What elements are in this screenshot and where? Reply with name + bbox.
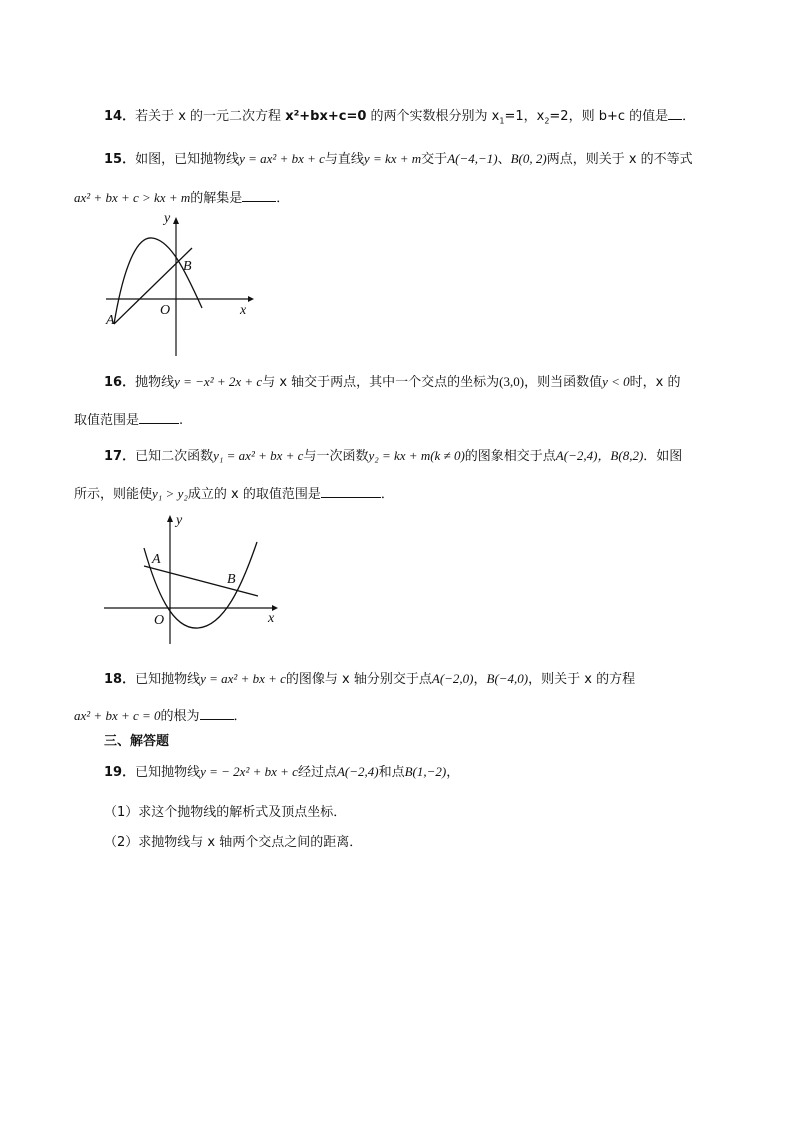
question-15 [104,150,693,169]
q17-text-5: 所示，则能使 [74,487,153,502]
q19-subquestion-2: （2）求抛物线与 x 轴两个交点之间的距离． [104,835,363,850]
question-number: 14． [104,109,136,124]
q18-point-a: A(−2,0) [431,671,474,686]
q19-text-1: 已知抛物线 [135,765,201,780]
origin-label: O [154,613,165,628]
q17-figure [100,510,290,654]
answer-blank [242,189,276,202]
question-16-continued [74,411,183,430]
q18-text-4: ，则关于 x 的方程 [528,672,636,687]
q16-point: (3,0) [499,374,525,389]
q17-text-6: 成立的 x 的取值范围是 [187,487,321,502]
q15-text-3: 交于 [421,152,448,167]
x-axis-label: x [268,611,275,626]
q16-text-3: ，则当函数值 [524,375,603,390]
q16-text-4: 时，x 的 [629,375,681,390]
question-14 [104,107,695,126]
q15-text-4: 、 [497,152,511,167]
question-18-continued [74,707,247,726]
q15-text-1: 如图，已知抛物线 [135,152,240,167]
q15-text-2: 与直线 [324,152,364,167]
q16-formula: y = −x² + 2x + c [174,374,263,389]
straight-line [144,566,258,596]
point-b-label: B [227,572,236,587]
q14-text-4: =2，则 b+c 的值是 [549,109,669,124]
q16-text-1: 抛物线 [135,375,175,390]
answer-blank [139,411,179,424]
question-number: 19． [104,765,136,780]
q16-text-2: 与 x 轴交于两点，其中一个交点的坐标为 [262,375,500,390]
q15-point-b: B(0, 2) [510,151,547,166]
question-17-continued [74,485,394,504]
q15-text-6: 的解集是 [190,191,243,206]
q18-formula: y = ax² + bx + c [200,671,286,686]
straight-line [114,248,192,324]
q17-formula-linear: y₂ = kx + m(k ≠ 0) [368,448,465,463]
q19-point-a: A(−2,4) [336,764,379,779]
q18-text-1: 已知抛物线 [135,672,201,687]
q19-subquestion-1: （1）求这个抛物线的解析式及顶点坐标． [104,805,347,820]
q18-text-2: 的图像与 x 轴分别交于点 [285,672,432,687]
point-b-label: B [183,259,192,274]
q17-text-2: 与一次函数 [303,449,369,464]
q14-text-3: =1，x [504,109,545,124]
q15-point-a: A(−4,−1) [447,151,498,166]
point-a-label: A [106,313,115,328]
question-number: 17． [104,449,136,464]
question-19 [104,763,459,782]
x-axis-label: x [240,303,247,318]
q19-text-4: ， [446,765,460,780]
answer-blank [668,107,682,120]
q14-sub-2: 2 [544,116,550,126]
q19-point-b: B(1,−2) [404,764,447,779]
origin-label: O [160,303,171,318]
x-axis-arrow [248,296,254,302]
q14-sub-1: 1 [499,116,505,126]
q17-text-4: ．如图 [643,449,683,464]
q18-point-b: B(−4,0) [486,671,529,686]
q15-inequality: ax² + bx + c > kx + m [74,190,191,205]
q15-formula-line: y = kx + m [363,151,422,166]
q15-figure [100,210,260,364]
q15-text-7: ． [276,191,290,206]
y-axis-arrow [167,515,173,522]
q15-text-5: 两点，则关于 x 的不等式 [546,152,693,167]
answer-blank [200,707,234,720]
q19-text-3: 和点 [378,765,405,780]
q19-formula: y = − 2x² + bx + c [200,764,298,779]
q14-text-2: 的两个实数根分别为 x [366,109,500,124]
question-18 [104,670,635,689]
q17-text-7: ． [380,487,394,502]
q14-text-5: ． [682,109,696,124]
q16-text-6: . [179,413,184,428]
y-axis-label: y [164,211,171,226]
q16-text-5: 取值范围是 [74,413,140,428]
question-number: 15． [104,152,136,167]
question-15-continued [74,189,289,208]
q17-text-1: 已知二次函数 [135,449,214,464]
q17-points: A(−2,4)，B(8,2) [555,448,644,463]
question-16 [104,373,680,392]
q19-text-2: 经过点 [297,765,337,780]
q14-equation: x²+bx+c=0 [285,109,367,124]
point-a-label: A [152,552,161,567]
question-number: 18． [104,672,136,687]
q17-formula-quadratic: y₁ = ax² + bx + c [213,448,304,463]
q17-text-3: 的图象相交于点 [464,449,556,464]
answer-blank [321,485,381,498]
question-number: 16． [104,375,136,390]
q18-text-3: ， [473,672,487,687]
y-axis-label: y [176,513,183,528]
y-axis-arrow [173,217,179,224]
q16-condition: y < 0 [602,374,630,389]
q18-equation: ax² + bx + c = 0 [74,708,161,723]
q18-text-6: ． [233,709,247,724]
section-heading: 三、解答题 [104,734,170,749]
q18-text-5: 的根为 [160,709,200,724]
q15-formula-parabola: y = ax² + bx + c [239,151,325,166]
q17-condition: y₁ > y₂ [152,486,188,501]
question-17 [104,447,682,466]
q14-text-1: 若关于 x 的一元二次方程 [135,109,286,124]
